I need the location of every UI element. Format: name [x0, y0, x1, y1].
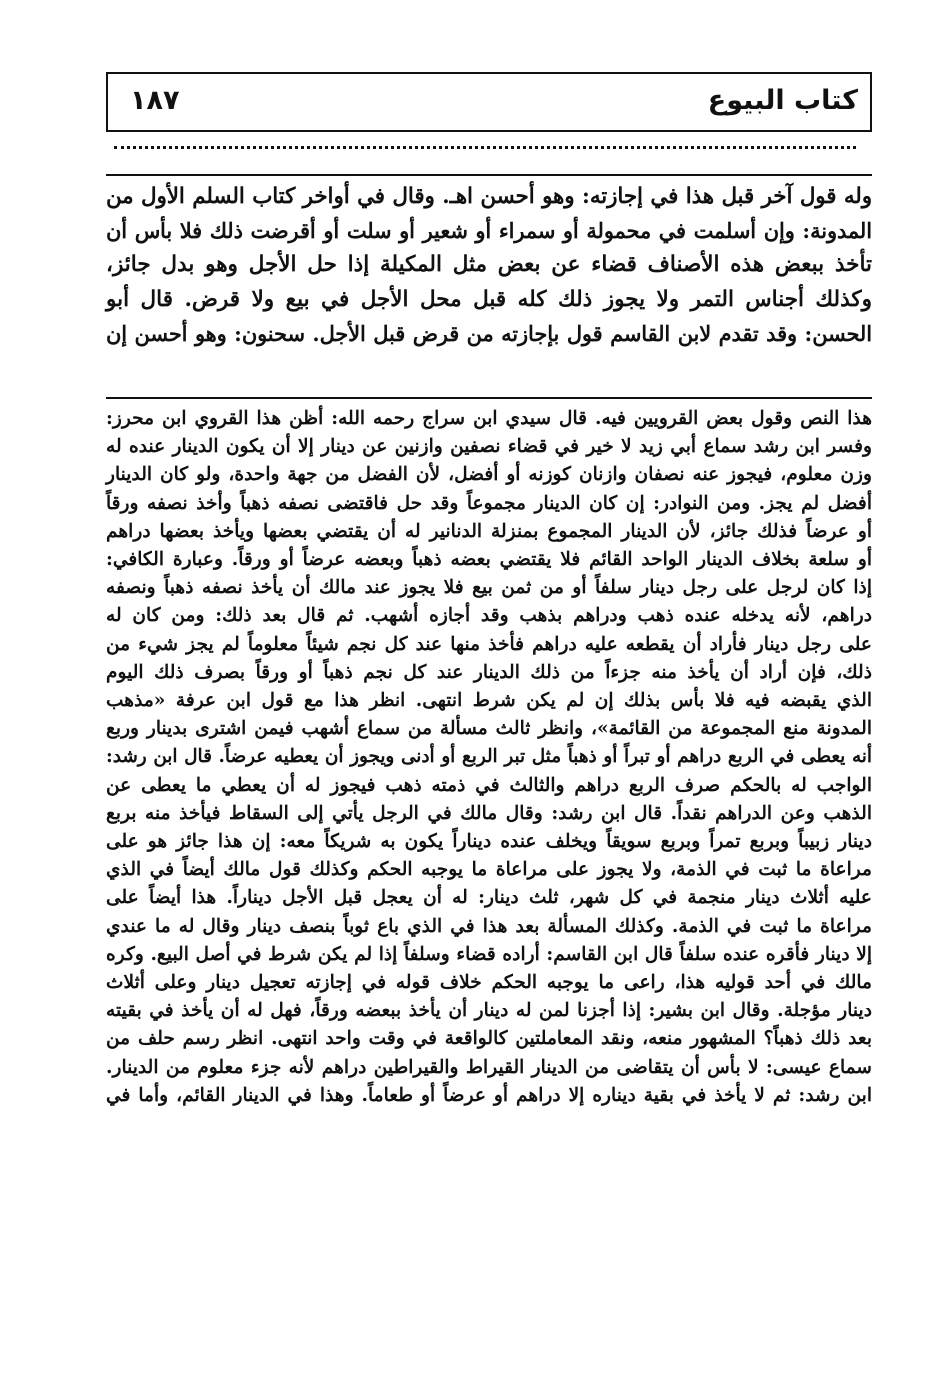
footnote-line: مراعاة ما ثبت في الذمة. وكذلك المسألة بعد هذا في الذي باع ثوباً بنصف دينار وقال له ما عندي [106, 915, 872, 937]
footnote-line: المدونة منع المجموعة من القائمة»، وانظر ثالث مسألة من سماع أشهب فيمن اشترى بدينار وربع [106, 718, 872, 740]
book-title: كتاب البيوع [707, 85, 858, 116]
footnote-line: سماع عيسى: لا بأس أن يتقاضى من الدينار القيراط والقيراطين دراهم لأنه جزء معلوم من الدينار. [106, 1056, 872, 1078]
main-text-line: المدونة: وإن أسلمت في محمولة أو سمراء أو شعير أو سلت أو أقرضت ذلك فلا بأس أن [106, 219, 872, 244]
footnote-line: أو عرضاً فذلك جائز، لأن الدينار المجموع بمنزلة الدنانير له أن يقتضي بعضها ويأخذ بعضها دراهم [106, 520, 872, 542]
top-rule [106, 174, 872, 176]
footnote-line: الواجب له بالحكم صرف الربع دراهم والثالث في ذمته ذهب فيجوز له أن يعطي ما يعطى عن [106, 774, 872, 796]
footnote-rule [106, 397, 872, 399]
footnote-line: ذلك، فإن أراد أن يأخذ منه جزءاً من ذلك الدينار عند كل نجم ذهباً أو ورقاً بصرف ذلك اليوم [106, 661, 872, 683]
footnote-line: وزن معلوم، فيجوز عنه نصفان وازنان كوزنه أو أفضل، لأن الفضل من جهة واحدة، ولو كان الدينار [106, 464, 872, 486]
footnote-line: وفسر ابن رشد سماع أبي زيد لا خير في قضاء نصفين وازنين عن دينار إلا أن يكون الدينار عنده له [106, 436, 872, 458]
dotted-separator [114, 146, 856, 149]
footnote-line: بعد ذلك ذهباً؟ المشهور منعه، ونقد المعاملتين كالواقعة في وقت واحد انتهى. انظر رسم حلف من [106, 1028, 872, 1050]
footnote-line: مالك في أحد قوليه هذا، راعى ما يوجبه الحكم خلاف قوله في إجازته تعجيل دينار وعلى أثلاث [106, 972, 872, 994]
main-text-line: تأخذ ببعض هذه الأصناف قضاء عن بعض مثل المكيلة إذا حل الأجل وهو بدل جائز، [106, 252, 872, 278]
footnote-line: هذا النص وقول بعض القرويين فيه. قال سيدي ابن سراج رحمه الله: أظن هذا القروي ابن محرز: [106, 408, 872, 429]
footnote-line: على رجل دينار فأراد أن يقطعه عليه دراهم فأخذ منها عند كل نجم شيئاً معلوماً لم يجز شيء من [106, 633, 872, 655]
footnote-line: إذا كان لرجل على رجل دينار سلفاً أو من ثمن بيع فلا يجوز عند مالك أن يأخذ نصفه ذهباً ونصفه [106, 577, 872, 599]
book-page [100, 64, 878, 1354]
footnote-line: الذهب وعن الدراهم نقداً. قال ابن رشد: وقال مالك في الرجل يأتي إلى السقاط فيأخذ منه بربع [106, 802, 872, 824]
footnote-line: دراهم، لأنه يدخله عنده ذهب ودراهم بذهب وقد أجازه أشهب. ثم قال بعد ذلك: ومن كان له [106, 605, 872, 627]
main-text-line: وكذلك أجناس التمر ولا يجوز ذلك كله قبل محل الأجل في بيع ولا قرض. قال أبو [106, 286, 872, 312]
footnote-line: ابن رشد: ثم لا يأخذ في بقية ديناره إلا دراهم أو عرضاً أو طعاماً. وهذا في الدينار القائم، وأما في [106, 1084, 872, 1106]
footnote-line: الذي يقبضه فيه فلا بأس بذلك إن لم يكن شرط انتهى. انظر هذا مع قول ابن عرفة «مذهب [106, 690, 872, 712]
footnote-line: دينار مؤجلة. وقال ابن بشير: إذا أجزنا لمن له دينار أن يأخذ ببعضه ورقاً، فهل له أن يأخذ في بقيته [106, 1000, 872, 1022]
footnote-line: مراعاة ما ثبت في الذمة، ولا يجوز على مراعاة ما يوجبه الحكم وكذلك قول مالك أيضاً في الذي [106, 859, 872, 881]
footnote-line: أنه يعطى في الربع دراهم أو تبراً أو ذهباً مثل تبر الربع أو أدنى ويجوز أن يعطيه عرضاً. قال ابن رشد: [106, 746, 872, 768]
running-header [106, 72, 872, 132]
footnote-line: أفضل لم يجز. ومن النوادر: إن كان الدينار مجموعاً وقد حل فاقتضى نصفه ذهباً وأخذ نصفه ورقاً [106, 492, 872, 514]
footnote-line: دينار زبيباً وبربع تمراً وبربع سويقاً ويخلف عنده ديناراً يكون به شريكاً معه: إن هذا جائز هو على [106, 831, 872, 853]
footnote-line: إلا دينار فأقره عنده سلفاً قال ابن القاسم: أراده قضاء وسلفاً إذا لم يكن شرط في أصل البيع. وكره [106, 943, 872, 965]
main-text [106, 180, 872, 351]
page-number: ١٨٧ [130, 85, 180, 116]
main-text-line: الحسن: وقد تقدم لابن القاسم قول بإجازته من قرض قبل الأجل. سحنون: وهو أحسن إن [106, 321, 872, 346]
footnote-line: أو سلعة بخلاف الدينار الواحد القائم فلا يقتضي بعضه ذهباً وبعضه عرضاً أو ورقاً. وعبارة الكافي: [106, 549, 872, 571]
main-text-line: وله قول آخر قبل هذا في إجازته: وهو أحسن اهـ. وقال في أواخر كتاب السلم الأول من [106, 184, 872, 209]
footnote-line: عليه أثلاث دينار منجمة في كل شهر، ثلث دينار: له أن يعجل قبل الأجل ديناراً. هذا أيضاً على [106, 887, 872, 909]
footnote-text [106, 405, 872, 1110]
